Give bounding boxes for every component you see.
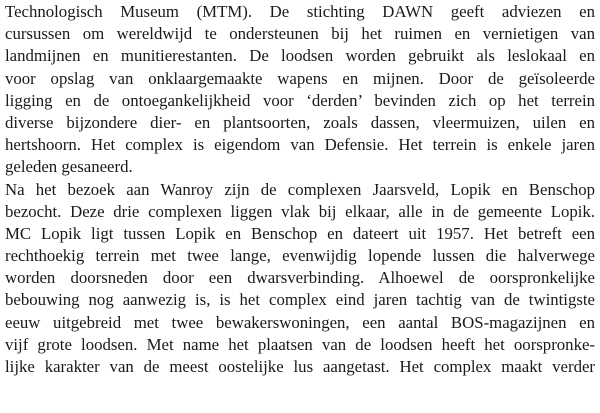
- text-line: Technologisch Museum (MTM). De stichting DAWN geeft adviezen en: [5, 2, 595, 21]
- text-line: ligging en de ontoegankelijkheid voor ‘derden’ bevinden zich op het terrein: [5, 90, 595, 110]
- text-line: MC Lopik ligt tussen Lopik en Benschop en dateert uit 1957. Het betreft een: [5, 223, 595, 243]
- paragraph-1: [0, 0, 600, 179]
- text-line: bebouwing nog aanwezig is, is het complex eind jaren tachtig van de twintigste: [5, 290, 595, 310]
- text-line: lijke karakter van de meest oostelijke lus aangetast. Het complex maakt verder: [5, 357, 595, 376]
- text-line: landmijnen en munitierestanten. De loodsen worden gebruikt als leslokaal en: [5, 46, 595, 66]
- text-line: Na het bezoek aan Wanroy zijn de complexen Jaarsveld, Lopik en Benschop: [5, 179, 595, 199]
- text-line: vijf grote loodsen. Met name het plaatsen van de loodsen heeft het oorspronke-: [5, 334, 595, 354]
- text-line: cursussen om wereldwijd te ondersteunen bij het ruimen en vernietigen van: [5, 24, 595, 44]
- text-line: geleden gesaneerd.: [5, 157, 133, 177]
- paragraph-2: [0, 179, 600, 379]
- text-line: hertshoorn. Het complex is eigendom van Defensie. Het terrein is enkele jaren: [5, 135, 595, 155]
- text-line: bezocht. Deze drie complexen liggen vlak bij elkaar, alle in de gemeente Lopik.: [5, 201, 595, 221]
- text-line: rechthoekig terrein met twee lange, evenwijdig lopende lussen die halverwege: [5, 246, 595, 266]
- text-line: voor opslag van onklaargemaakte wapens en mijnen. Door de geïsoleerde: [5, 68, 595, 88]
- text-line: eeuw uitgebreid met twee bewakerswoningen, een aantal BOS-magazijnen en: [5, 312, 595, 332]
- text-line: diverse bijzondere dier- en plantsoorten, zoals dassen, vleermuizen, uilen en: [5, 112, 595, 132]
- text-line: worden doorsneden door een dwarsverbinding. Alhoewel de oorspronkelijke: [5, 268, 595, 288]
